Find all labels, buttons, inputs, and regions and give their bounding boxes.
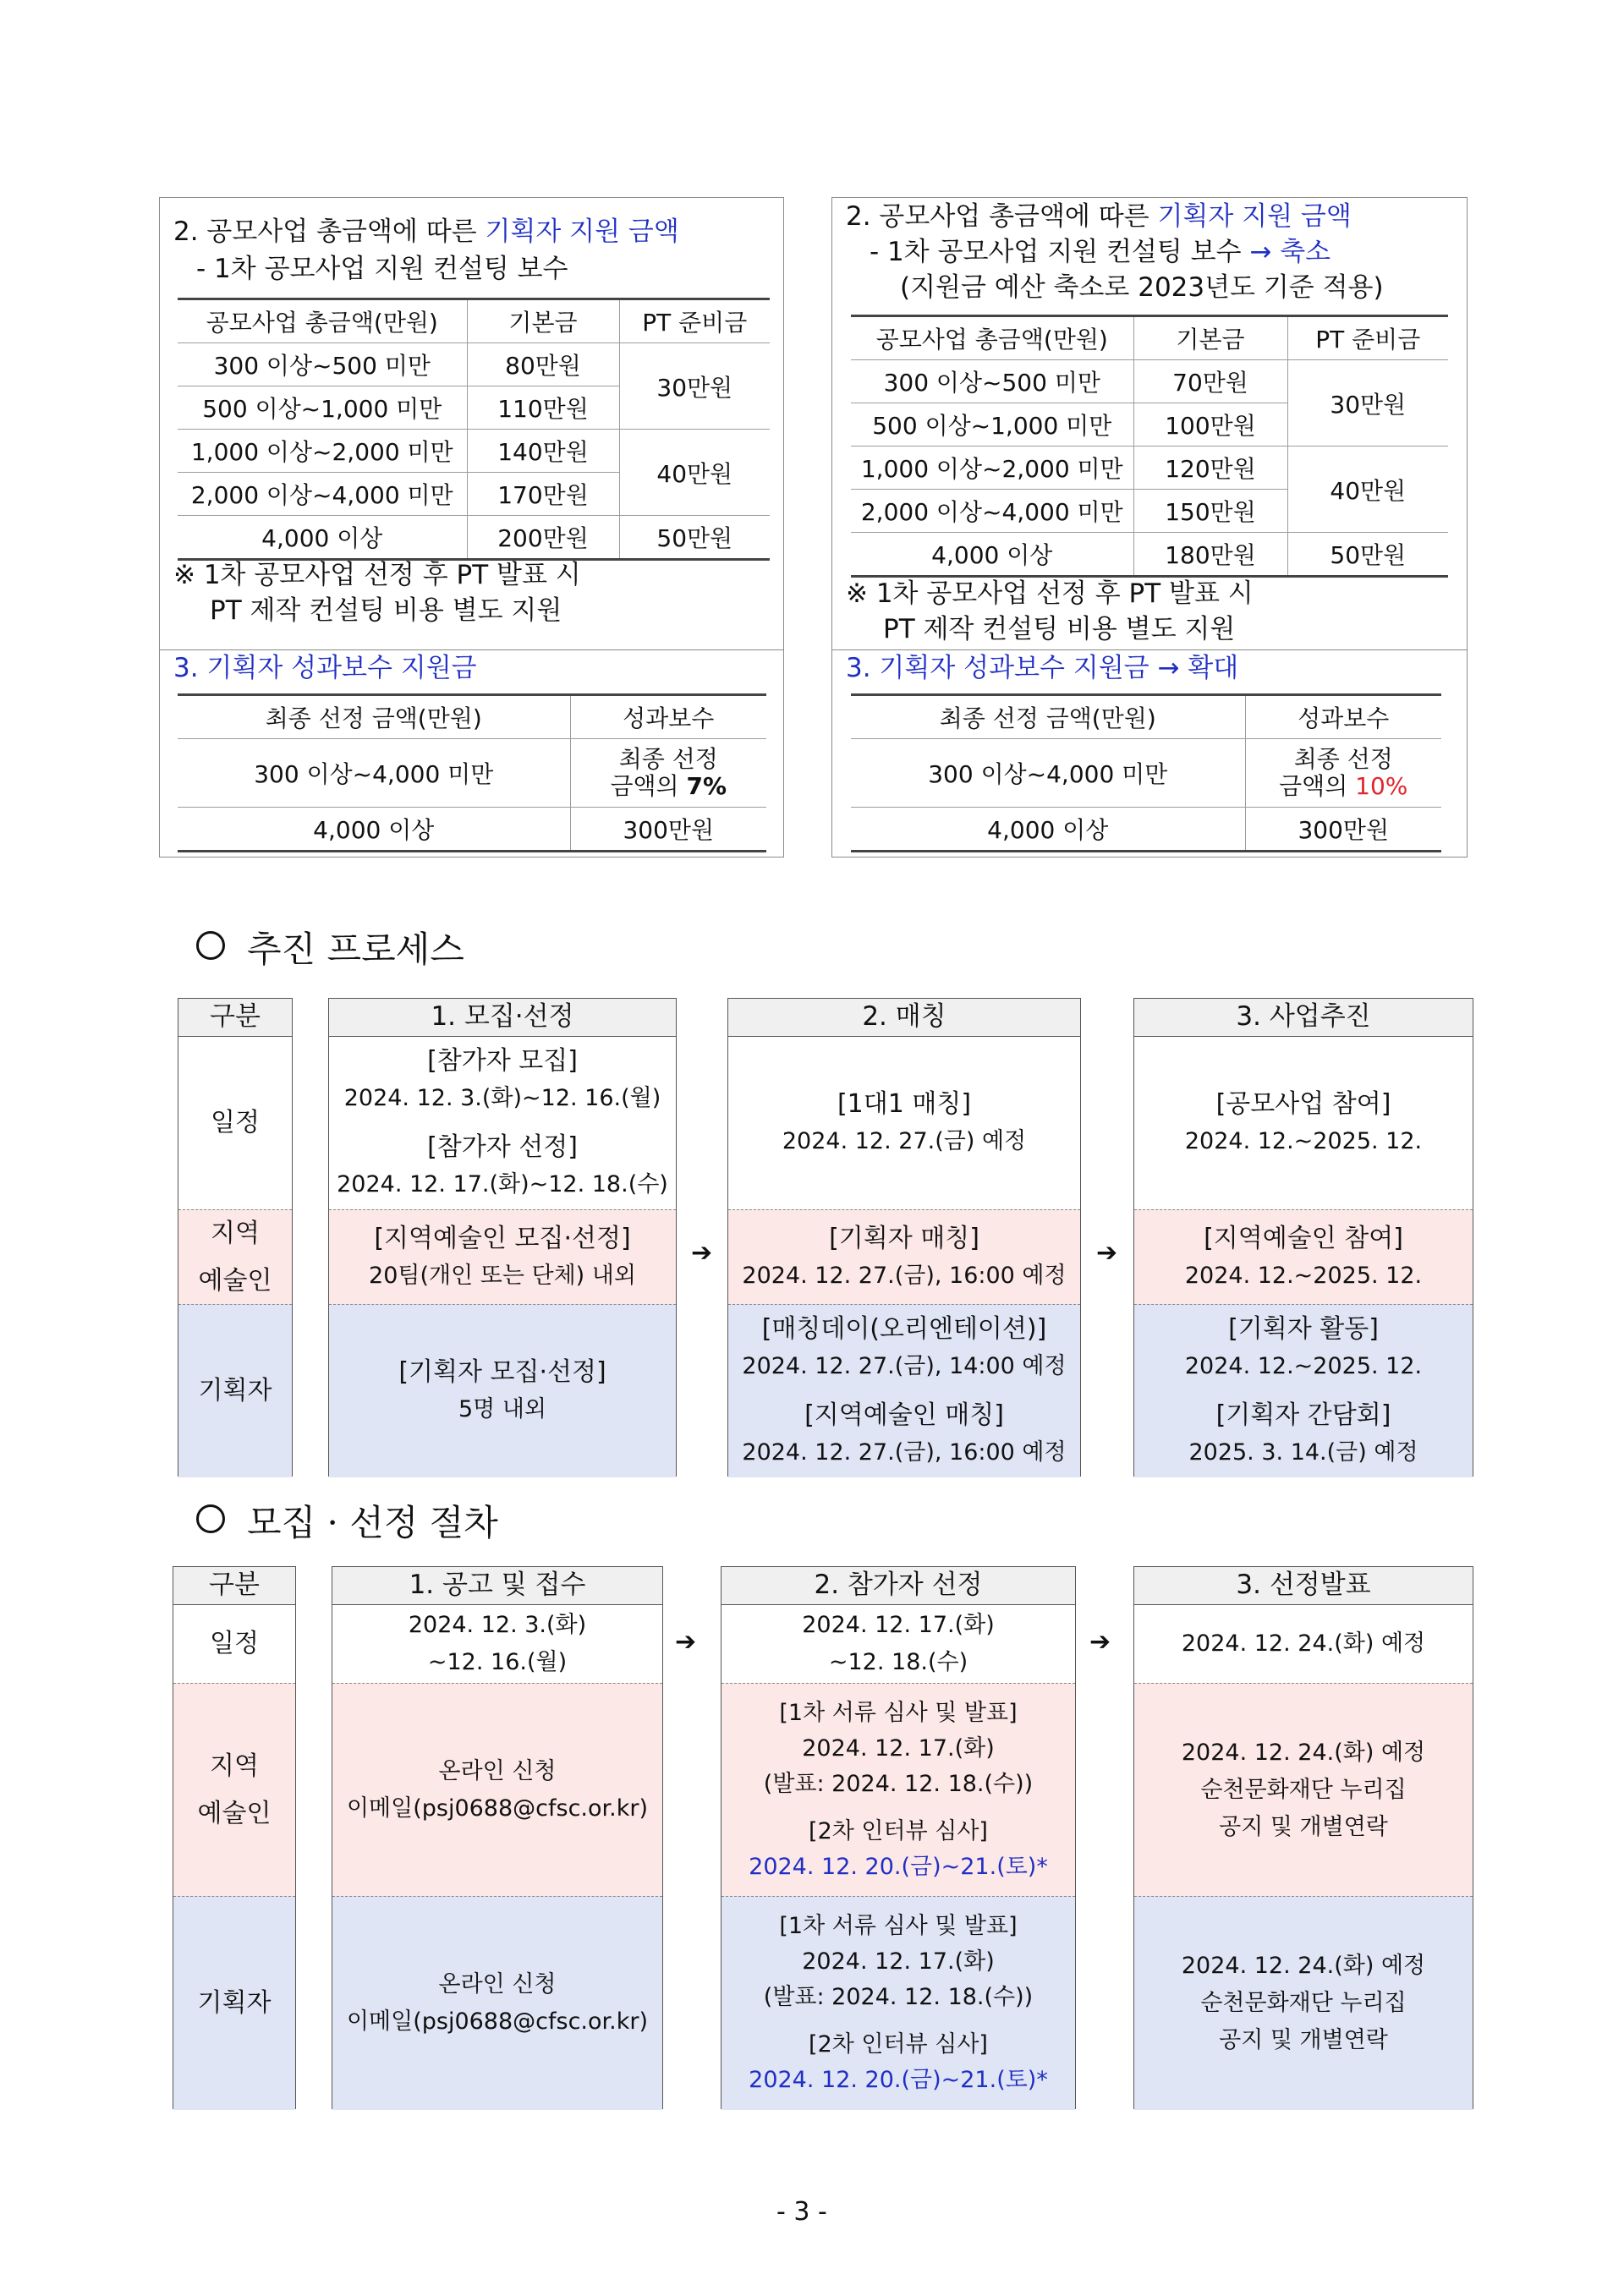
cell-text: 순천문화재단 누리집 bbox=[1200, 1990, 1407, 2016]
table-cell: 110만원 bbox=[467, 386, 619, 430]
table-cell: 40만원 bbox=[619, 430, 770, 516]
recruit-label-header: 구분 bbox=[173, 1566, 296, 1605]
right-note-line2: PT 제작 컨설팅 비용 별도 지원 bbox=[883, 614, 1236, 644]
cell-text: 2024. 12. 24.(화) 예정 bbox=[1181, 1953, 1426, 1979]
right-sec3-title: 3. 기획자 성과보수 지원금 → 확대 bbox=[846, 653, 1239, 683]
reward-rate: 10% bbox=[1355, 772, 1408, 800]
cell-text: 이메일(psj0688@cfsc.or.kr) bbox=[346, 2008, 649, 2035]
cell-text: [지역예술인 모집·선정] bbox=[374, 1224, 631, 1253]
cell-text: [2차 인터뷰 심사] bbox=[809, 1818, 988, 1844]
reward-rate: 7% bbox=[686, 772, 727, 800]
row-label: 일정 bbox=[210, 1629, 259, 1658]
process-step2-body bbox=[727, 1037, 1081, 1477]
cell-text: [기획자 활동] bbox=[1228, 1314, 1379, 1344]
table-cell: 80만원 bbox=[467, 343, 619, 386]
process-step1-body bbox=[328, 1037, 677, 1477]
cell-text: [지역예술인 매칭] bbox=[804, 1400, 1004, 1430]
cell-text: 2024. 12. 17.(화) bbox=[802, 1612, 995, 1638]
table-cell: 140만원 bbox=[467, 430, 619, 473]
right-note-line1: ※ 1차 공모사업 선정 후 PT 발표 시 bbox=[846, 578, 1254, 609]
table-cell: 1,000 이상~2,000 미만 bbox=[851, 447, 1133, 490]
left-sec3-title: 3. 기획자 성과보수 지원금 bbox=[173, 653, 477, 683]
table-cell: 170만원 bbox=[467, 473, 619, 516]
table-header: PT 준비금 bbox=[1287, 316, 1448, 360]
table-cell: 180만원 bbox=[1133, 533, 1287, 577]
cell-text: ~12. 18.(수) bbox=[828, 1649, 968, 1675]
page-number: - 3 - bbox=[776, 2197, 827, 2227]
cell-text: 2024. 12.~2025. 12. bbox=[1184, 1353, 1423, 1379]
recruit-label-column bbox=[173, 1605, 296, 2109]
left-reward-table bbox=[178, 693, 766, 852]
table-cell: 30만원 bbox=[619, 343, 770, 430]
cell-text: 온라인 신청 bbox=[438, 1758, 557, 1784]
right-sec2-title: 2. 공모사업 총금액에 따른 기획자 지원 금액 bbox=[846, 201, 1352, 232]
cell-text: [기획자 모집·선정] bbox=[398, 1357, 606, 1387]
table-cell: 300 이상~500 미만 bbox=[851, 360, 1133, 403]
row-label: 기획자 bbox=[198, 1376, 272, 1406]
table-cell: 2,000 이상~4,000 미만 bbox=[178, 473, 467, 516]
recruit-step2-body bbox=[721, 1605, 1076, 2109]
process-label-column bbox=[178, 1037, 293, 1477]
row-label: 예술인 bbox=[198, 1266, 272, 1296]
cell-text: 2024. 12. 27.(금), 16:00 예정 bbox=[742, 1439, 1067, 1466]
table-header: 성과보수 bbox=[570, 695, 766, 739]
process-heading: 추진 프로세스 bbox=[196, 922, 464, 973]
table-cell: 50만원 bbox=[619, 516, 770, 560]
cell-text: [매칭데이(오리엔테이션)] bbox=[761, 1314, 1047, 1344]
cell-text: 공지 및 개별연락 bbox=[1219, 1814, 1388, 1840]
cell-text: 2024. 12. 27.(금), 16:00 예정 bbox=[742, 1263, 1067, 1289]
cell-text: 온라인 신청 bbox=[438, 1971, 557, 1997]
cell-text: 5명 내외 bbox=[458, 1396, 546, 1422]
cell-text: 2024. 12. 3.(화)~12. 16.(월) bbox=[343, 1085, 661, 1111]
table-cell: 100만원 bbox=[1133, 403, 1287, 447]
row-label: 기획자 bbox=[197, 1988, 272, 2018]
cell-text: 이메일(psj0688@cfsc.or.kr) bbox=[346, 1795, 649, 1822]
table-header: 공모사업 총금액(만원) bbox=[851, 316, 1133, 360]
table-header: PT 준비금 bbox=[619, 299, 770, 343]
cell-text: [2차 인터뷰 심사] bbox=[809, 2031, 988, 2058]
reward-line1: 최종 선정 bbox=[618, 745, 718, 773]
table-cell: 1,000 이상~2,000 미만 bbox=[178, 430, 467, 473]
table-cell: 200만원 bbox=[467, 516, 619, 560]
cell-text: 2024. 12.~2025. 12. bbox=[1184, 1263, 1423, 1289]
process-label-header: 구분 bbox=[178, 998, 293, 1037]
table-cell bbox=[570, 739, 766, 808]
recruit-heading: 모집 · 선정 절차 bbox=[196, 1495, 498, 1546]
table-cell: 500 이상~1,000 미만 bbox=[851, 403, 1133, 447]
cell-text: 2024. 12. 17.(화) bbox=[802, 1948, 995, 1975]
right-sec2-note: (지원금 예산 축소로 2023년도 기준 적용) bbox=[900, 272, 1384, 303]
table-cell: 300 이상~4,000 미만 bbox=[178, 739, 570, 808]
arrow-right-icon: ➔ bbox=[1096, 1238, 1118, 1268]
table-cell: 300만원 bbox=[570, 808, 766, 852]
arrow-right-icon: ➔ bbox=[675, 1627, 697, 1657]
cell-text: [기획자 간담회] bbox=[1215, 1400, 1391, 1430]
row-label: 예술인 bbox=[197, 1799, 272, 1828]
right-reward-table bbox=[851, 693, 1441, 852]
table-header: 기본금 bbox=[467, 299, 619, 343]
cell-text: 2024. 12. 3.(화) bbox=[408, 1612, 587, 1638]
row-label: 일정 bbox=[211, 1108, 260, 1137]
cell-text: 2024. 12. 20.(금)~21.(토)* bbox=[749, 2067, 1048, 2093]
table-cell: 120만원 bbox=[1133, 447, 1287, 490]
process-step3-header: 3. 사업추진 bbox=[1133, 998, 1473, 1037]
cell-text: [참가자 선정] bbox=[427, 1132, 578, 1162]
table-cell: 150만원 bbox=[1133, 490, 1287, 533]
cell-text: 2024. 12. 24.(화) 예정 bbox=[1181, 1630, 1426, 1657]
cell-text: ~12. 16.(월) bbox=[427, 1649, 568, 1675]
table-cell: 40만원 bbox=[1287, 447, 1448, 533]
table-cell: 300 이상~4,000 미만 bbox=[851, 739, 1245, 808]
cell-text: [1대1 매칭] bbox=[837, 1089, 972, 1119]
panel-divider-left bbox=[159, 649, 783, 650]
table-cell: 500 이상~1,000 미만 bbox=[178, 386, 467, 430]
table-header: 최종 선정 금액(만원) bbox=[851, 695, 1245, 739]
cell-text: 2024. 12.~2025. 12. bbox=[1184, 1128, 1423, 1154]
table-header: 성과보수 bbox=[1245, 695, 1441, 739]
recruit-step2-header: 2. 참가자 선정 bbox=[721, 1566, 1076, 1605]
recruit-step1-header: 1. 공고 및 접수 bbox=[332, 1566, 663, 1605]
process-step1-header: 1. 모집·선정 bbox=[328, 998, 677, 1037]
arrow-right-icon: ➔ bbox=[691, 1238, 713, 1268]
table-cell: 30만원 bbox=[1287, 360, 1448, 447]
cell-text: 2024. 12. 17.(화) bbox=[802, 1735, 995, 1762]
table-cell: 300만원 bbox=[1245, 808, 1441, 852]
table-cell: 50만원 bbox=[1287, 533, 1448, 577]
cell-text: 20팀(개인 또는 단체) 내외 bbox=[369, 1263, 636, 1289]
left-sec2-subtitle: - 1차 공모사업 지원 컨설팅 보수 bbox=[196, 254, 568, 284]
cell-text: 2024. 12. 27.(금) 예정 bbox=[782, 1128, 1027, 1154]
cell-text: [1차 서류 심사 및 발표] bbox=[779, 1913, 1018, 1939]
cell-text: [1차 서류 심사 및 발표] bbox=[779, 1700, 1018, 1726]
arrow-right-icon: ➔ bbox=[1089, 1627, 1111, 1657]
table-cell: 2,000 이상~4,000 미만 bbox=[851, 490, 1133, 533]
left-note-line1: ※ 1차 공모사업 선정 후 PT 발표 시 bbox=[173, 560, 581, 590]
row-label: 지역 bbox=[211, 1219, 260, 1248]
circle-bullet-icon bbox=[196, 1504, 225, 1533]
cell-text: 2024. 12. 17.(화)~12. 18.(수) bbox=[337, 1171, 668, 1197]
circle-bullet-icon bbox=[196, 931, 225, 960]
left-sec2-title: 2. 공모사업 총금액에 따른 기획자 지원 금액 bbox=[173, 216, 679, 247]
right-fee-table bbox=[851, 315, 1448, 578]
cell-text: 2024. 12. 27.(금), 14:00 예정 bbox=[742, 1353, 1067, 1379]
cell-text: 2025. 3. 14.(금) 예정 bbox=[1188, 1439, 1418, 1466]
row-label: 지역 bbox=[210, 1751, 259, 1781]
panel-divider-right bbox=[831, 649, 1467, 650]
cell-text: [지역예술인 참여] bbox=[1204, 1224, 1403, 1253]
cell-text: [참가자 모집] bbox=[427, 1046, 578, 1076]
reward-line2: 금액의 bbox=[1279, 772, 1356, 800]
recruit-step3-body bbox=[1133, 1605, 1473, 2109]
cell-text: 공지 및 개별연락 bbox=[1219, 2027, 1388, 2053]
table-cell: 4,000 이상 bbox=[851, 808, 1245, 852]
table-cell bbox=[1245, 739, 1441, 808]
cell-text: 2024. 12. 24.(화) 예정 bbox=[1181, 1740, 1426, 1766]
table-cell: 4,000 이상 bbox=[178, 808, 570, 852]
cell-text: (발표: 2024. 12. 18.(수)) bbox=[763, 1771, 1034, 1797]
table-cell: 4,000 이상 bbox=[851, 533, 1133, 577]
table-header: 공모사업 총금액(만원) bbox=[178, 299, 467, 343]
reward-line1: 최종 선정 bbox=[1293, 745, 1393, 773]
reward-line2: 금액의 bbox=[610, 772, 687, 800]
cell-text: [공모사업 참여] bbox=[1215, 1089, 1391, 1119]
cell-text: [기획자 매칭] bbox=[829, 1224, 979, 1253]
table-cell: 70만원 bbox=[1133, 360, 1287, 403]
table-cell: 4,000 이상 bbox=[178, 516, 467, 560]
cell-text: (발표: 2024. 12. 18.(수)) bbox=[763, 1984, 1034, 2010]
recruit-step3-header: 3. 선정발표 bbox=[1133, 1566, 1473, 1605]
cell-text: 순천문화재단 누리집 bbox=[1200, 1777, 1407, 1803]
recruit-step1-body bbox=[332, 1605, 663, 2109]
right-sec2-subtitle: - 1차 공모사업 지원 컨설팅 보수 → 축소 bbox=[870, 237, 1331, 267]
left-note-line2: PT 제작 컨설팅 비용 별도 지원 bbox=[210, 595, 562, 626]
table-header: 최종 선정 금액(만원) bbox=[178, 695, 570, 739]
left-fee-table bbox=[178, 298, 770, 561]
cell-text: 2024. 12. 20.(금)~21.(토)* bbox=[749, 1854, 1048, 1880]
process-step3-body bbox=[1133, 1037, 1473, 1477]
process-step2-header: 2. 매칭 bbox=[727, 998, 1081, 1037]
table-cell: 300 이상~500 미만 bbox=[178, 343, 467, 386]
table-header: 기본금 bbox=[1133, 316, 1287, 360]
